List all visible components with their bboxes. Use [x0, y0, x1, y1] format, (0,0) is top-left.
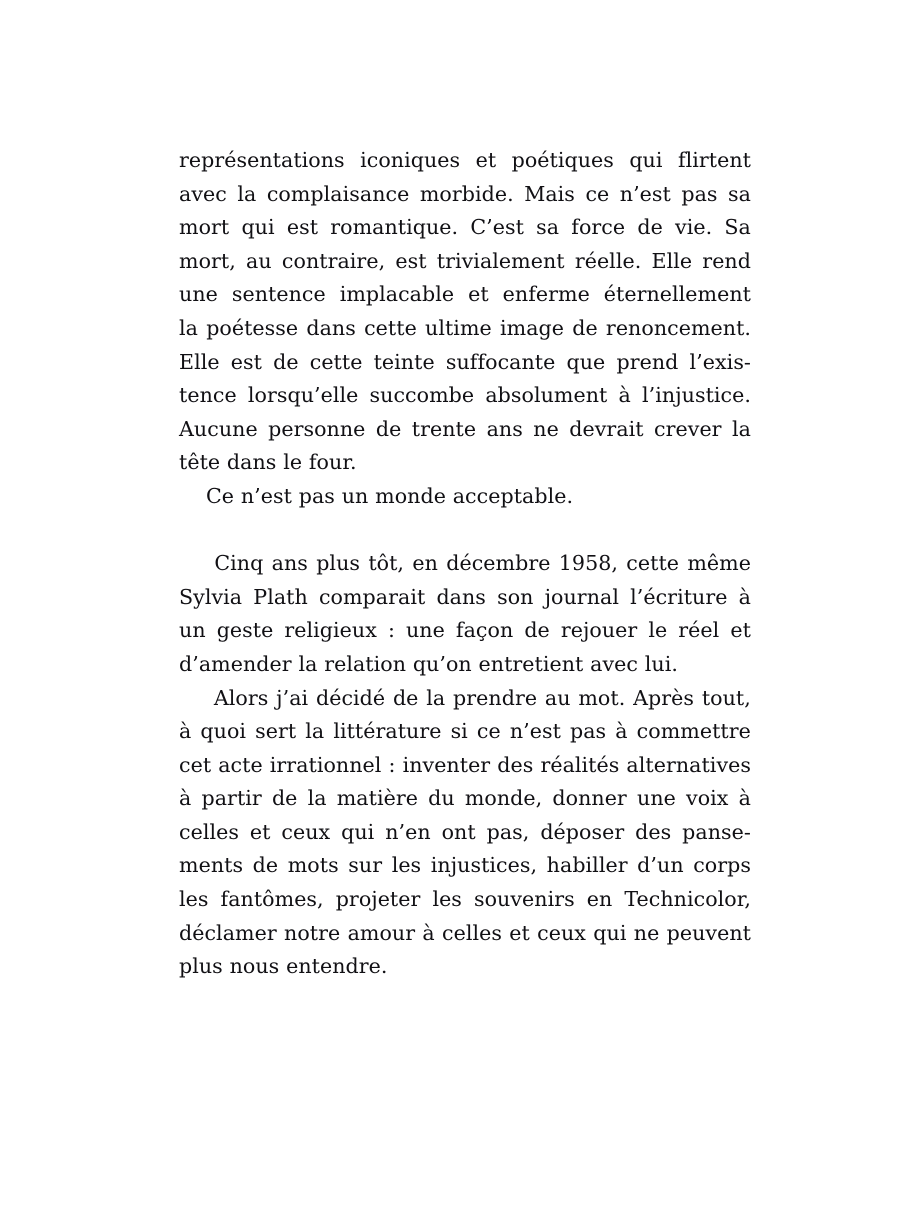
word: sert	[255, 719, 297, 744]
word: déclamer	[179, 920, 277, 945]
word: la	[307, 786, 327, 811]
word: la	[426, 685, 446, 710]
word: déposer	[540, 819, 625, 844]
word: les	[432, 887, 462, 912]
word: devrait	[569, 416, 644, 441]
paragraph-4	[179, 682, 751, 984]
text-line	[179, 144, 751, 178]
word: trivialement	[436, 248, 565, 273]
word: sur	[348, 853, 383, 878]
word: crever	[654, 416, 722, 441]
word: pas	[569, 719, 607, 744]
word: ont	[441, 819, 476, 844]
word: Elle	[179, 349, 220, 374]
word: les	[391, 853, 422, 878]
word: Après	[633, 685, 695, 710]
word: dans	[306, 315, 356, 340]
word: décembre	[446, 551, 551, 576]
word: les	[179, 887, 209, 912]
word: cet	[179, 752, 212, 777]
word: est	[395, 248, 427, 273]
word: :	[387, 618, 395, 643]
word: lorsqu’elle	[247, 383, 359, 408]
word: la	[305, 719, 325, 744]
word: à	[615, 719, 628, 744]
word: cette	[626, 551, 680, 576]
word: Sa	[724, 215, 751, 240]
word: Elle	[651, 248, 693, 273]
word: Sylvia	[179, 584, 243, 609]
word: j’ai	[276, 685, 309, 710]
word: éternellement	[603, 282, 751, 307]
word: :	[388, 752, 396, 777]
word: réelle.	[574, 248, 642, 273]
word: rend	[702, 248, 751, 273]
word: suffocante	[445, 349, 556, 374]
text-line	[179, 312, 751, 346]
word: à	[738, 584, 751, 609]
word: l’injustice.	[642, 383, 751, 408]
text-line	[179, 178, 751, 212]
text-line: tête dans le four.	[179, 450, 357, 475]
word: ments	[179, 853, 244, 878]
word: le	[648, 618, 668, 643]
body-text-column	[179, 144, 751, 984]
text-line	[179, 682, 751, 716]
text-line	[179, 278, 751, 312]
word: au	[544, 685, 571, 710]
text-line	[179, 715, 751, 749]
word: de	[273, 349, 299, 374]
word: des	[497, 752, 534, 777]
word: absolument	[485, 383, 608, 408]
word: habiller	[546, 853, 628, 878]
text-line: plus nous entendre.	[179, 954, 388, 979]
word: alternatives	[626, 752, 751, 777]
word: Aucune	[179, 416, 258, 441]
word: au	[246, 248, 272, 273]
word: mort	[179, 215, 230, 240]
word: ceux	[537, 920, 586, 945]
word: C’est	[470, 215, 524, 240]
word: est	[230, 349, 262, 374]
word: trente	[411, 416, 477, 441]
text-line: d’amender la relation qu’on entretient avec lui.	[179, 651, 678, 676]
word: poétiques	[511, 148, 614, 172]
word: cette	[364, 315, 417, 340]
word: Cinq	[214, 551, 264, 576]
word: pas	[681, 181, 718, 206]
word: implacable	[339, 282, 455, 307]
word: de	[271, 786, 298, 811]
text-line	[179, 917, 751, 951]
word: succombe	[369, 383, 475, 408]
paragraph-3	[179, 547, 751, 681]
word: commettre	[636, 719, 751, 744]
word: amour	[347, 920, 416, 945]
word: un	[179, 618, 206, 643]
text-line	[179, 849, 751, 883]
word: Mais	[524, 181, 575, 206]
word: Technicolor,	[624, 887, 751, 912]
word: enferme	[502, 282, 590, 307]
text-line	[179, 547, 751, 581]
word: vie.	[675, 215, 713, 240]
word: et	[468, 282, 489, 307]
word: pas,	[486, 819, 530, 844]
text-line	[179, 883, 751, 917]
word: sa	[728, 181, 751, 206]
text-line	[179, 211, 751, 245]
word: et	[509, 920, 530, 945]
word: panse-	[682, 819, 751, 844]
word: notre	[284, 920, 341, 945]
word: partir	[201, 786, 262, 811]
word: tôt,	[368, 551, 405, 576]
word: l’écriture	[630, 584, 728, 609]
word: sentence	[231, 282, 326, 307]
text-line	[179, 581, 751, 615]
word: décidé	[315, 685, 386, 710]
word: prendre	[453, 685, 538, 710]
word: des	[635, 819, 672, 844]
word: si	[450, 719, 468, 744]
word: de	[392, 685, 419, 710]
word: matière	[336, 786, 418, 811]
word: de	[252, 853, 279, 878]
word: qui	[241, 215, 275, 240]
word: personne	[268, 416, 366, 441]
word: voix	[686, 786, 729, 811]
word: teinte	[373, 349, 435, 374]
word: cette	[309, 349, 363, 374]
text-line	[179, 379, 751, 413]
word: son	[497, 584, 534, 609]
word: inventer	[402, 752, 491, 777]
word: ans	[486, 416, 523, 441]
text-line: Ce n’est pas un monde acceptable.	[206, 483, 574, 508]
word: image	[499, 315, 564, 340]
word: monde,	[464, 786, 543, 811]
word: prend	[616, 349, 679, 374]
word: ce	[585, 181, 610, 206]
word: romantique.	[330, 215, 459, 240]
word: 1958,	[558, 551, 618, 576]
word: contraire,	[281, 248, 386, 273]
word: mort,	[179, 248, 236, 273]
word: que	[566, 349, 606, 374]
word: mot.	[578, 685, 626, 710]
word: tout,	[701, 685, 751, 710]
word: qui	[593, 920, 627, 945]
text-line	[179, 614, 751, 648]
word: ans	[271, 551, 308, 576]
word: projeter	[335, 887, 421, 912]
word: force	[571, 215, 626, 240]
paragraph-1	[179, 144, 751, 480]
word: tence	[179, 383, 237, 408]
word: de	[375, 416, 402, 441]
word: une	[637, 786, 676, 811]
word: est	[286, 215, 319, 240]
word: à	[738, 786, 751, 811]
word: et	[249, 819, 271, 844]
word: l’exis-	[689, 349, 751, 374]
text-line	[179, 816, 751, 850]
word: à	[422, 920, 435, 945]
word: donner	[552, 786, 627, 811]
word: n’en	[385, 819, 431, 844]
word: une	[179, 282, 218, 307]
word: qui	[629, 148, 663, 172]
word: la	[179, 315, 198, 340]
word: fantômes,	[220, 887, 324, 912]
word: qui	[341, 819, 375, 844]
word: ceux	[281, 819, 331, 844]
word: poétesse	[206, 315, 299, 340]
word: et	[475, 148, 497, 172]
word: quoi	[200, 719, 247, 744]
word: renoncement.	[605, 315, 751, 340]
word: n’est	[619, 181, 671, 206]
word: dans	[436, 584, 486, 609]
word: Alors	[213, 685, 269, 710]
text-line	[179, 413, 751, 447]
word: geste	[216, 618, 274, 643]
text-line	[179, 245, 751, 279]
word: de	[637, 215, 663, 240]
word: ne	[633, 920, 660, 945]
word: Plath	[253, 584, 308, 609]
word: complaisance	[266, 181, 410, 206]
text-line	[179, 782, 751, 816]
word: avec	[179, 181, 227, 206]
word: journal	[544, 584, 619, 609]
word: rejouer	[560, 618, 638, 643]
word: flirtent	[677, 148, 751, 172]
word: mots	[287, 853, 339, 878]
paragraph-2	[179, 480, 751, 514]
word: religieux	[284, 618, 377, 643]
word: réel	[678, 618, 720, 643]
word: souvenirs	[473, 887, 575, 912]
word: sa	[536, 215, 560, 240]
first-line-indent	[179, 682, 206, 716]
word: une	[405, 618, 445, 643]
word: la	[237, 181, 257, 206]
word: irrationnel	[269, 752, 382, 777]
word: ultime	[425, 315, 492, 340]
word: de	[524, 618, 550, 643]
word: à	[179, 786, 192, 811]
word: comparait	[318, 584, 426, 609]
text-line	[179, 749, 751, 783]
word: en	[412, 551, 438, 576]
word: celles	[179, 819, 239, 844]
word: représentations	[179, 148, 345, 172]
word: ce	[476, 719, 501, 744]
text-line	[179, 346, 751, 380]
word: et	[730, 618, 751, 643]
word: plus	[316, 551, 361, 576]
word: du	[428, 786, 455, 811]
word: la	[732, 416, 751, 441]
word: acte	[218, 752, 263, 777]
word: morbide.	[419, 181, 514, 206]
word: iconiques	[360, 148, 461, 172]
word: de	[572, 315, 598, 340]
word: ne	[533, 416, 559, 441]
word: façon	[455, 618, 514, 643]
word: injustices,	[430, 853, 538, 878]
first-line-indent	[179, 547, 206, 581]
word: réalités	[540, 752, 620, 777]
word: d’un	[637, 853, 684, 878]
word: à	[179, 719, 192, 744]
word: en	[586, 887, 613, 912]
word: corps	[693, 853, 751, 878]
word: n’est	[509, 719, 561, 744]
word: même	[687, 551, 751, 576]
word: celles	[442, 920, 502, 945]
word: peuvent	[666, 920, 751, 945]
word: littérature	[333, 719, 442, 744]
word: à	[618, 383, 631, 408]
paragraph-spacer	[179, 514, 751, 548]
